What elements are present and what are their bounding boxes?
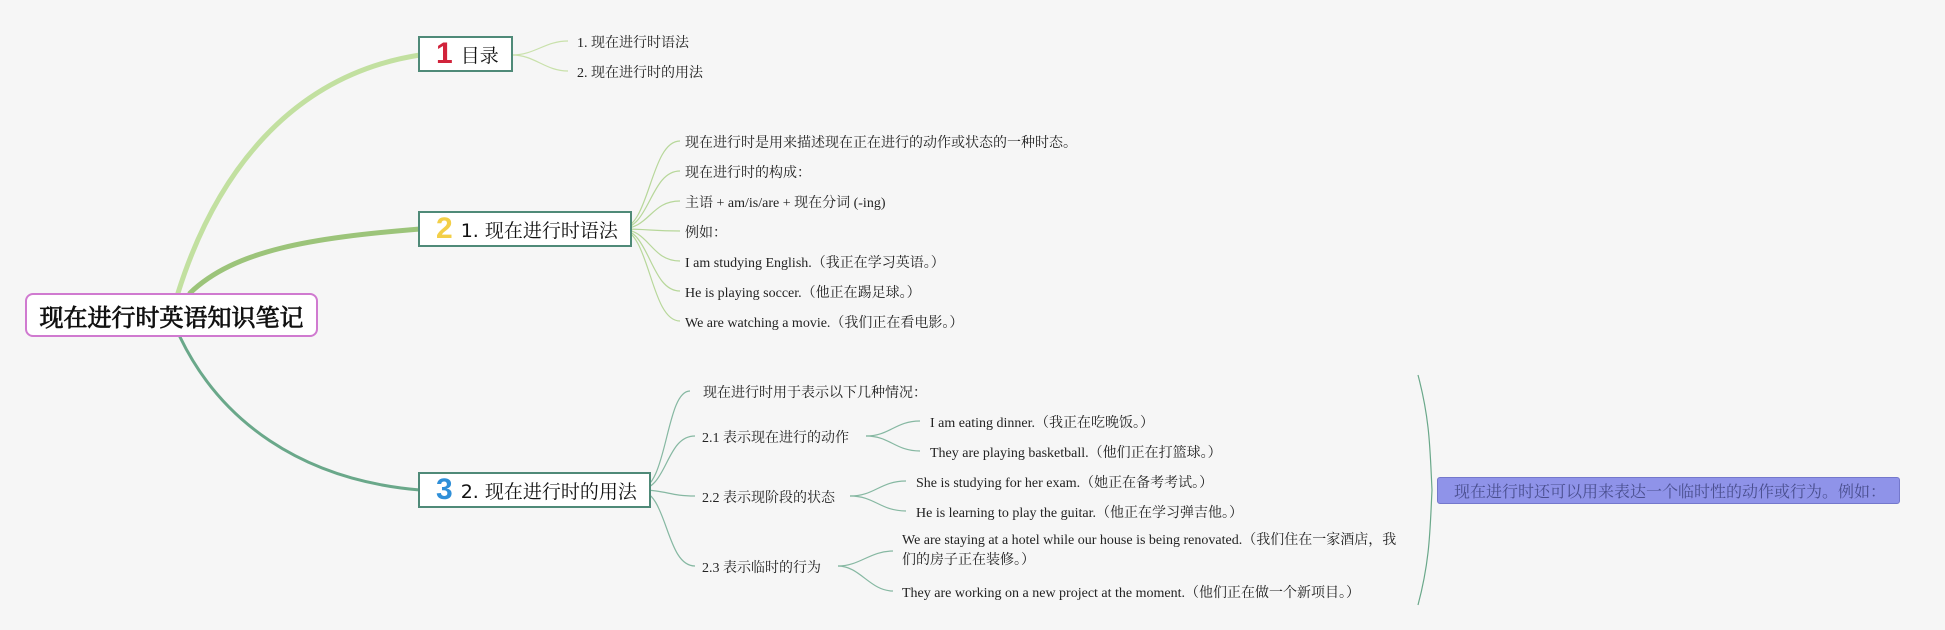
grammar-item[interactable]: We are watching a movie.（我们正在看电影。） bbox=[685, 316, 964, 331]
toc-item-2[interactable]: 2. 现在进行时的用法 bbox=[577, 66, 703, 81]
root-topic[interactable] bbox=[25, 293, 318, 337]
branch-toc-label: 目录 bbox=[460, 44, 499, 67]
connector-root-branch2 bbox=[190, 229, 420, 293]
toc-item-1[interactable]: 1. 现在进行时语法 bbox=[577, 36, 689, 51]
grammar-item[interactable]: 主语 + am/is/are + 现在分词 (-ing) bbox=[685, 196, 886, 211]
grammar-item[interactable]: 例如： bbox=[685, 226, 727, 241]
usage-example[interactable]: She is studying for her exam.（她正在备考考试。） bbox=[916, 476, 1214, 491]
root-topic-label: 现在进行时英语知识笔记 bbox=[39, 303, 304, 332]
grammar-item[interactable]: I am studying English.（我正在学习英语。） bbox=[685, 256, 945, 271]
usage-example[interactable]: I am eating dinner.（我正在吃晚饭。） bbox=[930, 416, 1154, 431]
usage-sub-2-2[interactable]: 2.2 表示现阶段的状态 bbox=[702, 491, 835, 506]
summary-note-label: 现在进行时还可以用来表达一个临时性的动作或行为。例如： bbox=[1454, 482, 1887, 501]
grammar-item[interactable]: 现在进行时是用来描述现在正在进行的动作或状态的一种时态。 bbox=[685, 136, 1077, 151]
usage-example[interactable]: They are working on a new project at the moment.（他们正在做一个新项目。） bbox=[902, 586, 1361, 601]
summary-note[interactable] bbox=[1437, 477, 1900, 504]
usage-example[interactable]: They are playing basketball.（他们正在打篮球。） bbox=[930, 446, 1222, 461]
connector-root-branch1 bbox=[178, 55, 420, 293]
connector-root-branch3 bbox=[180, 337, 420, 490]
branch-toc[interactable] bbox=[418, 36, 513, 72]
branch-usage-label: 2. 现在进行时的用法 bbox=[460, 480, 637, 503]
branch-usage[interactable] bbox=[418, 472, 651, 508]
number-3-icon: 3 bbox=[436, 473, 453, 506]
usage-sub-2-1[interactable]: 2.1 表示现在进行的动作 bbox=[702, 431, 849, 446]
grammar-item[interactable]: 现在进行时的构成： bbox=[685, 166, 811, 181]
usage-example[interactable]: He is learning to play the guitar.（他正在学习弹吉他。） bbox=[916, 506, 1244, 521]
usage-example[interactable]: We are staying at a hotel while our house is being renovated.（我们住在一家酒店，我们的房子正在装修。） bbox=[902, 533, 1397, 568]
usage-intro[interactable]: 现在进行时用于表示以下几种情况： bbox=[703, 386, 927, 401]
number-2-icon: 2 bbox=[436, 212, 453, 245]
number-1-icon: 1 bbox=[436, 37, 453, 70]
grammar-item[interactable]: He is playing soccer.（他正在踢足球。） bbox=[685, 286, 921, 301]
usage-sub-2-3[interactable]: 2.3 表示临时的行为 bbox=[702, 561, 821, 576]
summary-bracket bbox=[1418, 375, 1432, 605]
branch-grammar-label: 1. 现在进行时语法 bbox=[460, 219, 618, 242]
branch-grammar[interactable] bbox=[418, 211, 632, 247]
